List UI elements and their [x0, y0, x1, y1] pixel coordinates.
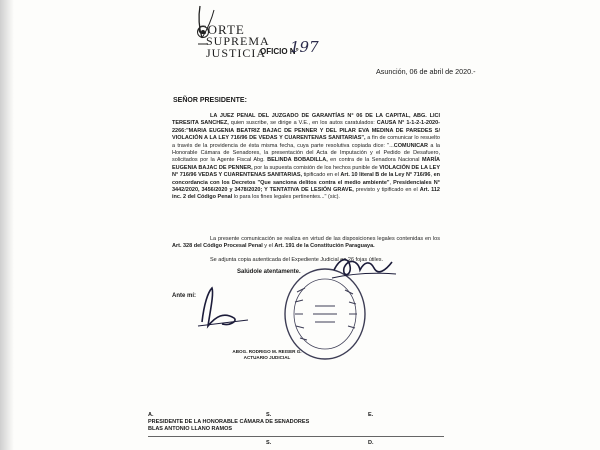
judge-signature	[330, 248, 400, 288]
p2-text-2: y el	[262, 243, 275, 250]
p2-text-1: La presente comunicación se realiza en virtud de las disposiciones legales contenidas en los	[210, 236, 440, 242]
footer-divider	[148, 436, 444, 437]
p1-text-8: ,	[389, 179, 394, 186]
salutation: SEÑOR PRESIDENTE:	[173, 97, 247, 104]
p1-case: CAUSA N° 1-1-2-1-2020-2266:"MARIA EUGENIA BEATRIZ BAJAC DE PENNER Y DEL PILAR EVA MEDINA DE PAREDES S/ VIOLACIÓN A LA LEY 716/96 DE VEDAS Y CUARENTENAS SANITARIAS",	[172, 120, 441, 142]
p2-constitution-article: Art. 191 de la Constitución Paraguaya.	[274, 243, 375, 250]
p1-presidenciales: Presidenciales N° 3442/2020, 3456/2020 y 3478/2020; Y TENTATIVA DE LESIÓN GRAVE,	[172, 179, 440, 194]
oficio-label: OFICIO N°	[260, 47, 299, 56]
p1-text-2: a fin de comunicar lo resuelto a través de la providencia de ésta misma fecha, cuya parte resolutiva copiada dice: "...	[172, 135, 440, 149]
p1-judge: LA JUEZ PENAL DEL JUZGADO DE GARANTÍAS N° 06 DE LA CAPITAL, ABG. LICI TERESITA SANCHEZ,	[172, 113, 440, 127]
footer-s1: S.	[266, 412, 272, 418]
logo-line-justicia: JUSTICIA	[206, 46, 267, 60]
p1-violacion: VIOLACIÓN DE LA LEY N° 716/96 VEDAS Y CUARENTENAS SANITARIAS,	[172, 164, 440, 179]
paragraph-resolution	[172, 113, 440, 202]
p3-text: Se adjunta copia autenticada del Expediente Judicial en 26 fojas útiles.	[210, 257, 384, 263]
footer-s2: S.	[266, 440, 272, 446]
p2-cpp-article: Art. 328 del Código Procesal Penal	[172, 243, 263, 250]
footer-d: D.	[368, 440, 374, 446]
secretary-title: ACTUARIO JUDICIAL	[243, 355, 291, 360]
p1-text-6: tipificado en el	[302, 172, 341, 179]
p1-decretos: en concordancia con los Decretos "Que sanciona delitos contra el medio ambiente"	[172, 172, 440, 186]
p1-article: Art. 10 literal B de la Ley N° 716/96	[340, 172, 431, 179]
p1-text-9: previsto y tipificado en el	[353, 187, 420, 194]
footer-presidente: PRESIDENTE DE LA HONORABLE CÁMARA DE SENADORES	[148, 419, 310, 425]
footer-a: A.	[148, 412, 154, 418]
document-date: Asunción, 06 de abril de 2020.-	[376, 67, 476, 76]
logo-line-suprema: SUPREMA	[206, 34, 270, 48]
footer-e: E.	[368, 412, 374, 418]
p1-comunicar: COMUNICAR	[393, 142, 429, 149]
p1-text-4: en contra de la Senadora Nacional	[327, 157, 422, 164]
p1-text-7: ,	[430, 172, 434, 179]
footer-nombre: BLAS ANTONIO LLANO RAMOS	[148, 426, 233, 432]
p1-text-3: a la Honorable Cámara de Senadores, la presentación del Acta de Imputación y el Pedido de Desafuero, solicitados por la Agente Fiscal Abg.	[172, 142, 440, 164]
p1-fiscal: BELINDA BOBADILLA,	[267, 157, 328, 164]
p1-text-1: quien suscribe, se dirige a V.E., en los autos caratulados:	[228, 120, 377, 127]
secretary-signature	[190, 282, 260, 332]
ante-mi-label: Ante mí:	[172, 293, 196, 299]
logo-line-corte: CORTE	[198, 22, 245, 37]
p1-codigo-penal: Art. 112 inc. 2 del Código Penal	[172, 187, 440, 201]
secretary-name: ABOG. RODRIGO M. REISER G.	[232, 349, 302, 354]
oficio-number: 197	[290, 38, 319, 56]
scan-edge-shadow	[0, 0, 14, 450]
p1-text-10: lo para los fines legales pertinentes..." (sic).	[232, 194, 340, 201]
p1-senadora: MARÍA EUGENIA BAJAC DE PENNER,	[172, 157, 440, 171]
p1-text-5: por la supuesta comisión de los hechos punible de	[252, 164, 380, 171]
closing-greeting: Salúdole atentamente.	[237, 269, 301, 275]
